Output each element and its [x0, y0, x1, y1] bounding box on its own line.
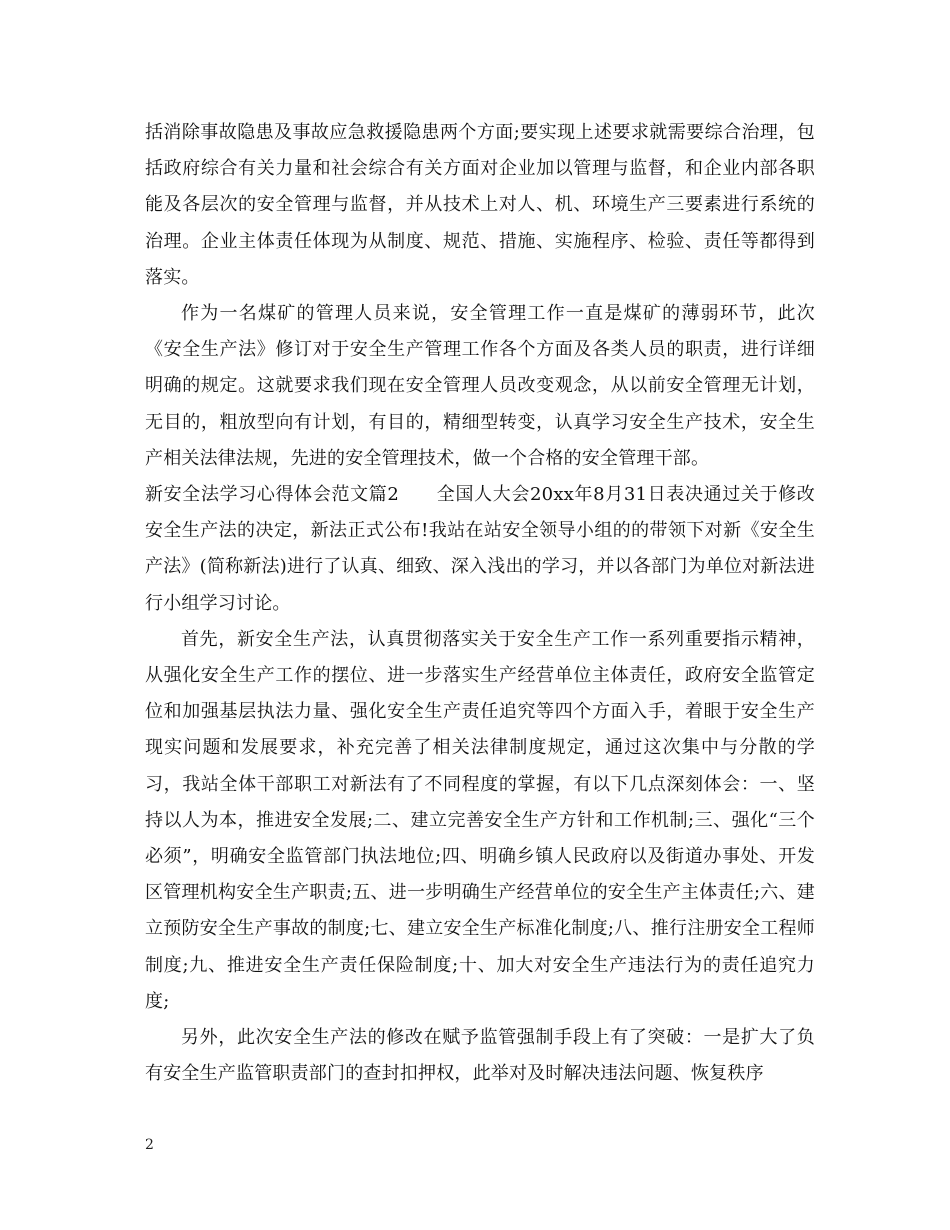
paragraph-first-points: 首先，新安全生产法，认真贯彻落实关于安全生产工作一系列重要指示精神，从强化安全生产工作的摆位、进一步落实生产经营单位主体责任，政府安全监管定位和加强基层执法力量、强化安全生产责任追究等四个方面入手，着眼于安全生产现实问题和发展要求，补充完善了相关法律制度规定，通过这次集中与分散的学习，我站全体干部职工对新法有了不同程度的掌握，有以下几点深刻体会：一、坚持以人为本，推进安全发展;二、建立完善安全生产方针和工作机制;三、强化“三个必须”，明确安全监管部门执法地位;四、明确乡镇人民政府以及街道办事处、开发区管理机构安全生产职责;五、进一步明确生产经营单位的安全生产主体责任;六、建立预防安全生产事故的制度;七、建立安全生产标准化制度;八、推行注册安全工程师制度;九、推进安全生产责任保险制度;十、加大对安全生产违法行为的责任追究力度;: [145, 628, 815, 1012]
document-body: [145, 115, 815, 1092]
page-number: 2: [145, 1137, 154, 1153]
paragraph-continuation: 括消除事故隐患及事故应急救援隐患两个方面;要实现上述要求就需要综合治理，包括政府综合有关力量和社会综合有关方面对企业加以管理与监督，和企业内部各职能及各层次的安全管理与监督，并从技术上对人、机、环境生产三要素进行系统的治理。企业主体责任体现为从制度、规范、措施、实施程序、检验、责任等都得到落实。: [145, 122, 815, 288]
paragraph-manager-reflection: 作为一名煤矿的管理人员来说，安全管理工作一直是煤矿的薄弱环节，此次《安全生产法》修订对于安全生产管理工作各个方面及各类人员的职责，进行详细明确的规定。这就要求我们现在安全管理人员改变观念，从以前安全管理无计划，无目的，粗放型向有计划，有目的，精细型转变，认真学习安全生产技术，安全生产相关法律法规，先进的安全管理技术，做一个合格的安全管理干部。: [145, 303, 815, 469]
paragraph-additionally: 另外，此次安全生产法的修改在赋予监管强制手段上有了突破：一是扩大了负有安全生产监管职责部门的查封扣押权，此举对及时解决违法问题、恢复秩序: [145, 1027, 815, 1085]
paragraph-essay-2-intro: 新安全法学习心得体会范文篇2 全国人大会20xx年8月31日表决通过关于修改安全生产法的决定，新法正式公布!我站在站安全领导小组的的带领下对新《安全生产法》(简称新法)进行了认真、细致、深入浅出的学习，并以各部门为单位对新法进行小组学习讨论。: [145, 484, 815, 614]
